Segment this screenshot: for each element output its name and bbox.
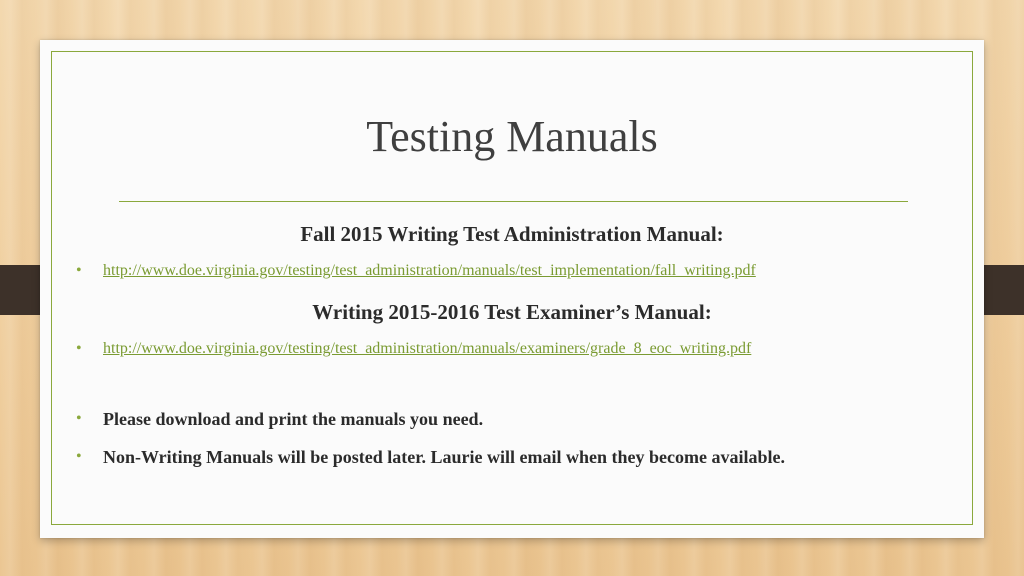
title-divider xyxy=(119,201,908,202)
fall-writing-manual-item xyxy=(76,259,756,283)
bullet-icon: • xyxy=(76,262,82,279)
fall-writing-manual-heading: Fall 2015 Writing Test Administration Manual: xyxy=(300,222,724,246)
bullet-icon: • xyxy=(76,410,82,427)
test-examiner-manual-link[interactable]: http://www.doe.virginia.gov/testing/test_administration/manuals/examiners/grade_8_eoc_writing.pdf xyxy=(103,340,752,357)
non-writing-note-item xyxy=(76,445,785,469)
download-note-item xyxy=(76,407,483,431)
bullet-icon: • xyxy=(76,340,82,357)
slide xyxy=(40,40,984,538)
test-examiner-manual-item xyxy=(76,337,751,361)
fall-writing-manual-link[interactable]: http://www.doe.virginia.gov/testing/test_administration/manuals/test_implementation/fall_writing.pdf xyxy=(103,262,756,279)
bullet-icon: • xyxy=(76,448,82,465)
test-examiner-manual-heading: Writing 2015-2016 Test Examiner’s Manual: xyxy=(312,300,712,324)
slide-title: Testing Manuals xyxy=(366,112,658,161)
non-writing-note-text: Non-Writing Manuals will be posted later. Laurie will email when they become available. xyxy=(103,446,785,467)
download-note-text: Please download and print the manuals you need. xyxy=(103,408,484,429)
